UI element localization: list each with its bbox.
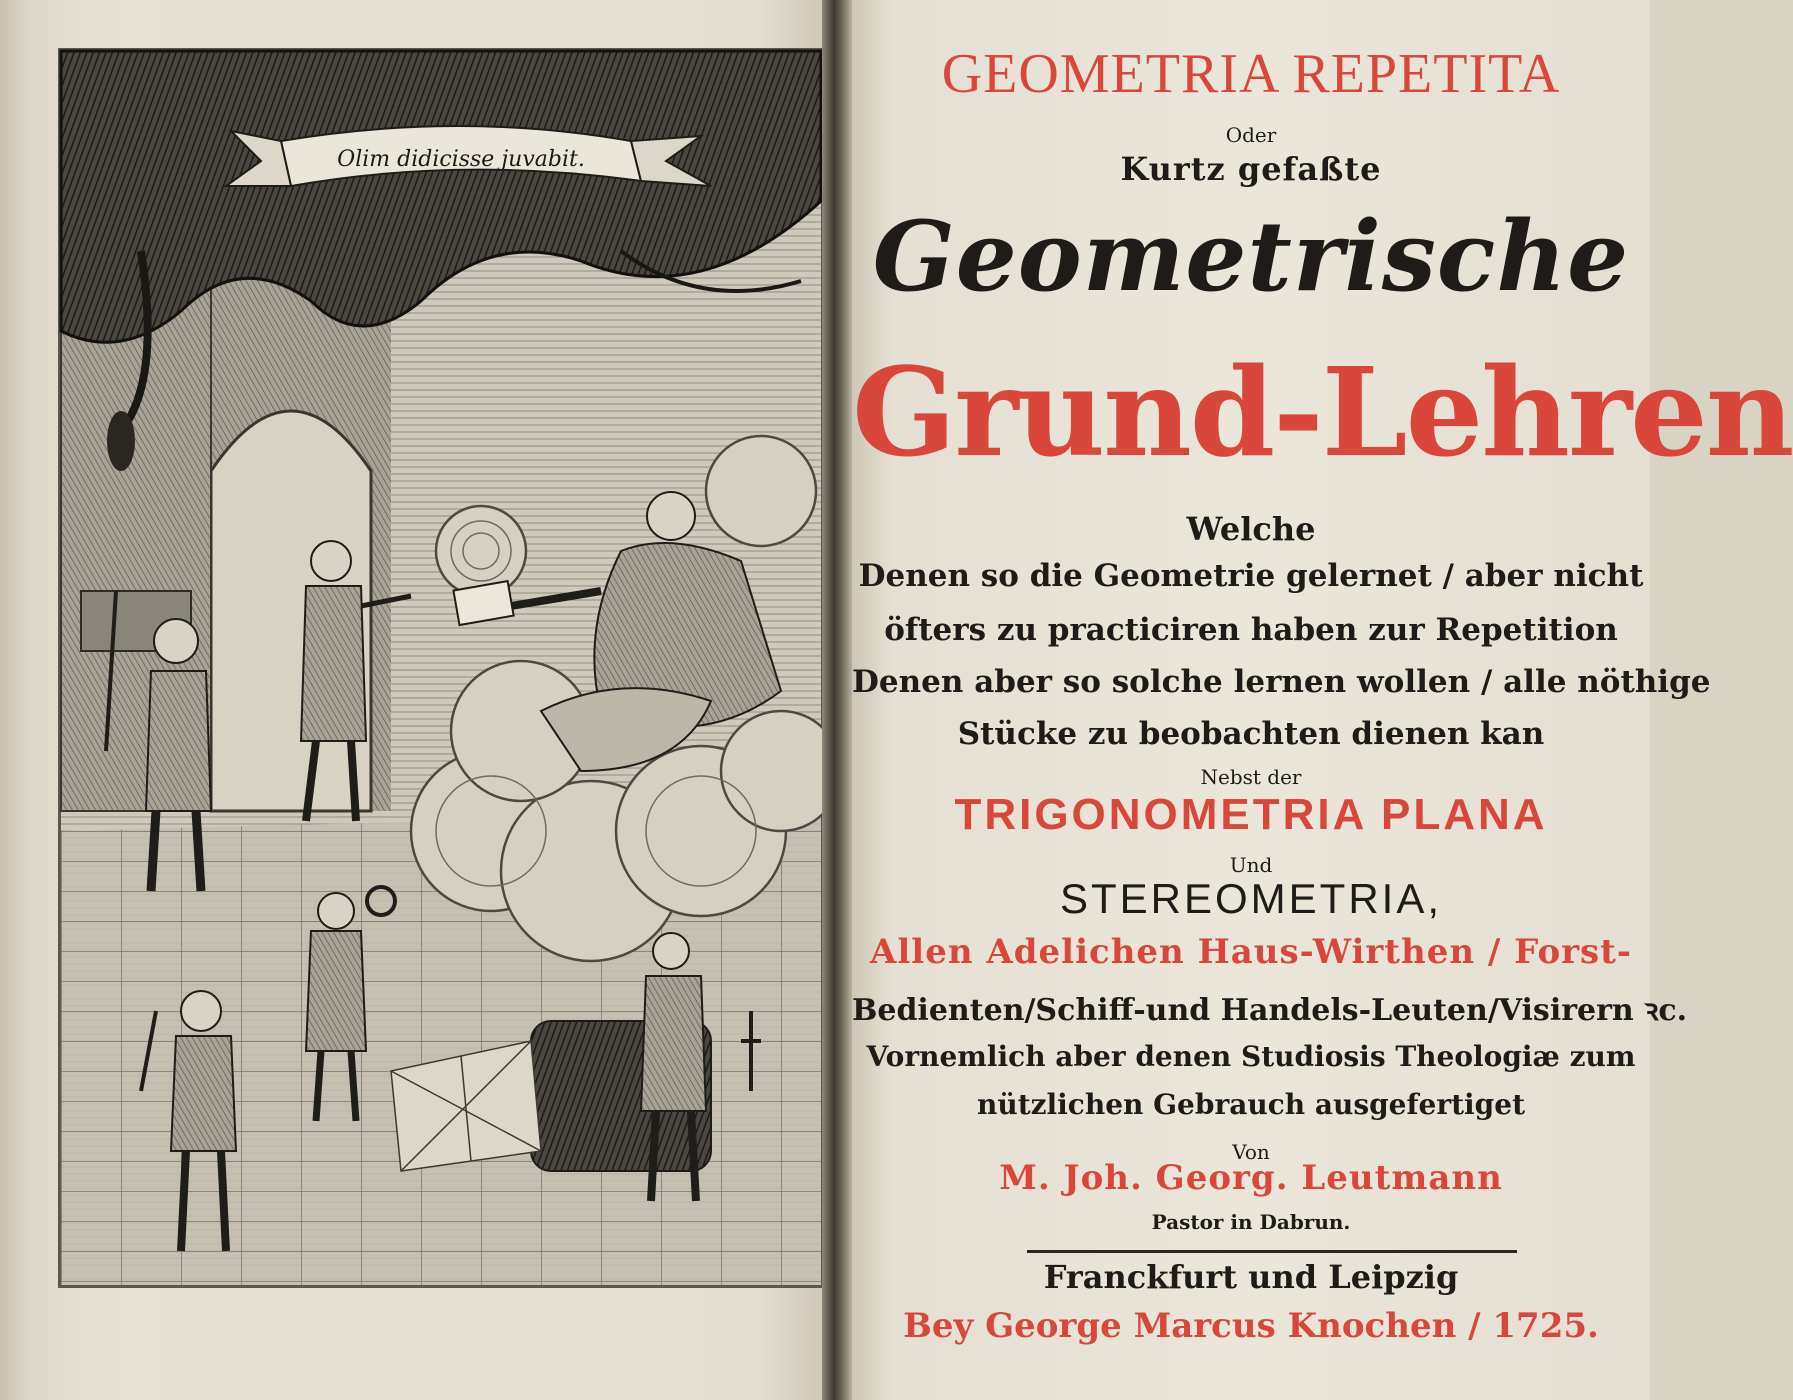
von-text: Von xyxy=(1232,1140,1270,1164)
description-line-3: Denen aber so solche lernen wollen / alle nöthige xyxy=(852,664,1711,700)
welche-text: Welche xyxy=(1186,510,1316,548)
stereometria-heading: STEREOMETRIA, xyxy=(1059,875,1443,922)
title-page xyxy=(852,0,1793,1400)
kurtz-text: Kurtz gefaßte xyxy=(1120,150,1382,188)
frontispiece-engraving xyxy=(58,48,824,1288)
description-line-7: nützlichen Gebrauch ausgefertiget xyxy=(976,1088,1526,1121)
left-page xyxy=(0,0,822,1400)
grund-lehren-heading: Grund-Lehren xyxy=(852,340,1793,484)
description-line-6: Vornemlich aber denen Studiosis Theologiæ zum xyxy=(866,1040,1636,1073)
motto-text: Olim didicisse juvabit. xyxy=(337,147,585,172)
nebst-text: Nebst der xyxy=(1200,765,1302,789)
publication-place: Franckfurt und Leipzig xyxy=(1043,1258,1459,1296)
oder-text: Oder xyxy=(1225,123,1277,147)
trigonometria-heading: TRIGONOMETRIA PLANA xyxy=(954,790,1548,839)
imprint-line: Bey George Marcus Knochen / 1725. xyxy=(903,1306,1599,1346)
description-line-1: Denen so die Geometrie gelernet / aber nicht xyxy=(858,558,1644,594)
engraving-illustration xyxy=(61,51,821,1285)
und-text: Und xyxy=(1229,853,1273,877)
author-title: Pastor in Dabrun. xyxy=(1151,1210,1351,1234)
allen-line: Allen Adelichen Haus-Wirthen / Forst- xyxy=(869,932,1632,972)
description-line-4: Stücke zu beobachten dienen kan xyxy=(957,716,1545,752)
geometrische-heading: Geometrische xyxy=(872,200,1630,313)
main-title: GEOMETRIA REPETITA xyxy=(941,43,1561,105)
divider-rule xyxy=(1027,1250,1517,1253)
description-line-5: Bedienten/Schiff-und Handels-Leuten/Visirern ꝛc. xyxy=(852,993,1688,1028)
book-gutter xyxy=(822,0,852,1400)
author-name: M. Joh. Georg. Leutmann xyxy=(999,1158,1503,1198)
description-line-2: öfters zu practiciren haben zur Repetition xyxy=(884,612,1618,648)
